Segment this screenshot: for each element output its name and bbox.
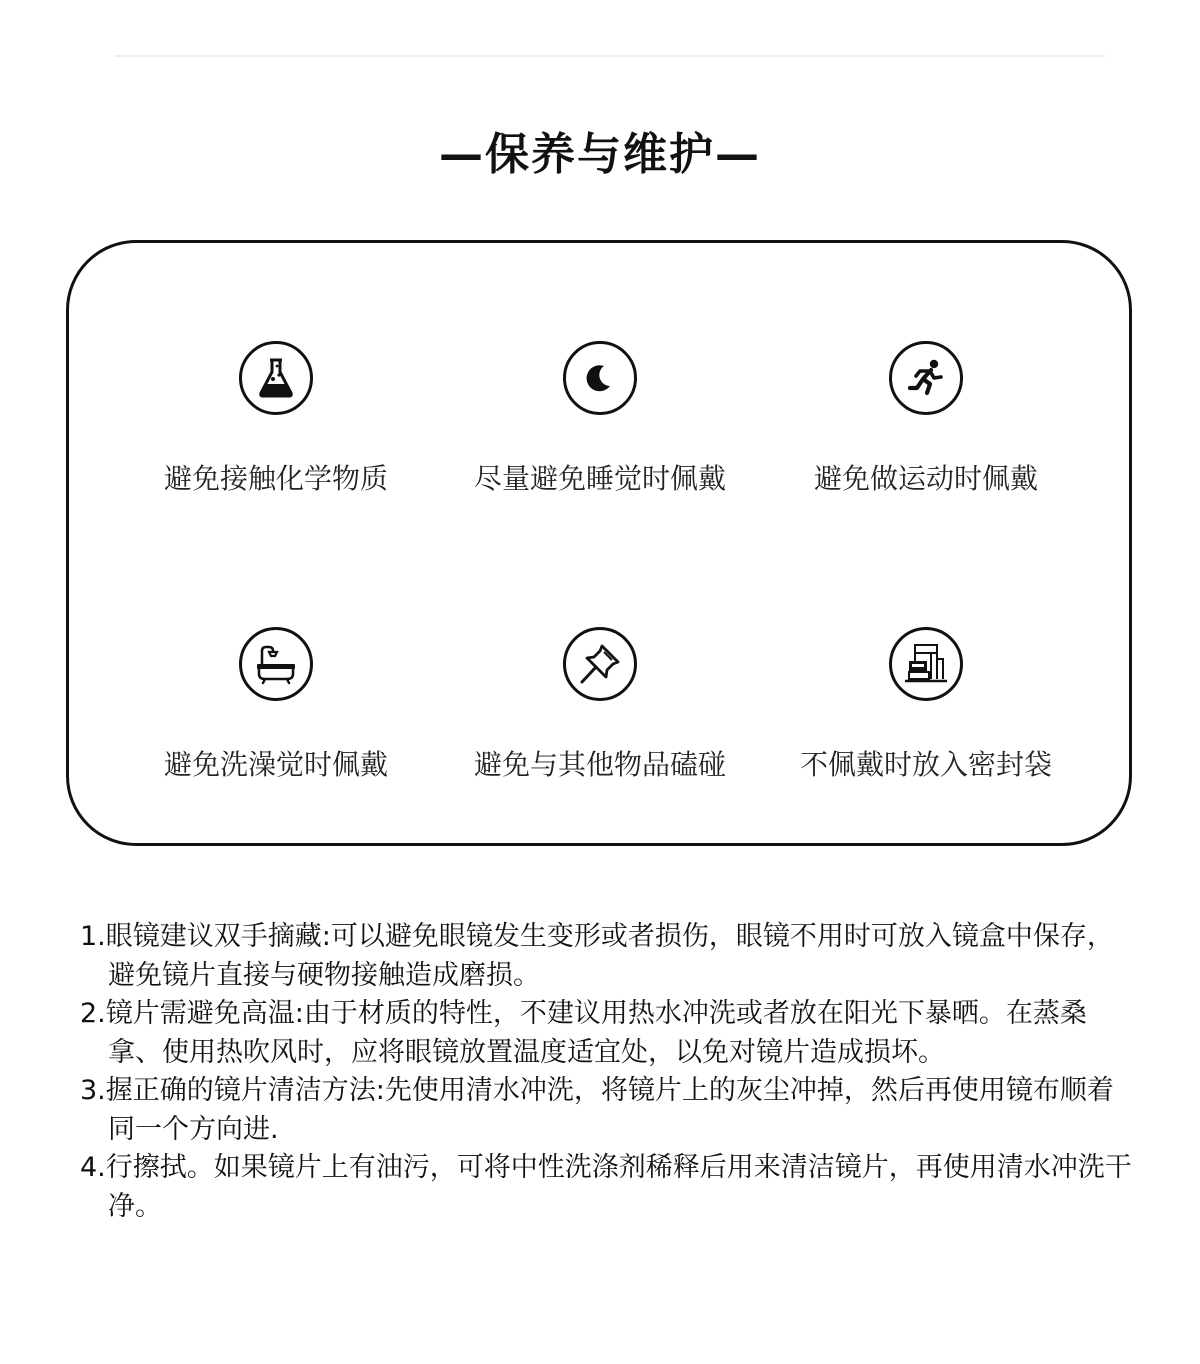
moon-icon <box>563 341 637 415</box>
tip-label: 避免做运动时佩戴 <box>813 462 1038 495</box>
storage-case-icon <box>889 627 963 701</box>
note-item: 4.行擦拭。如果镜片上有油污，可将中性洗涤剂稀释后用来清洁镜片，再使用清水冲洗干净。 <box>80 1152 1132 1222</box>
note-item: 2.镜片需避免高温:由于材质的特性，不建议用热水冲洗或者放在阳光下暴晒。在蒸桑拿、使用热吹风时，应将眼镜放置温度适宜处，以免对镜片造成损坏。 <box>80 998 1087 1068</box>
tip-label: 不佩戴时放入密封袋 <box>799 748 1052 781</box>
note-item: 1.眼镜建议双手摘藏:可以避免眼镜发生变形或者损伤，眼镜不用时可放入镜盒中保存，避免镜片直接与硬物接触造成磨损。 <box>80 921 1114 991</box>
tip-sleeping <box>440 341 760 497</box>
running-person-icon <box>889 341 963 415</box>
tip-label: 避免洗澡觉时佩戴 <box>163 748 388 781</box>
note-item: 3.握正确的镜片清洁方法:先使用清水冲洗，将镜片上的灰尘冲掉，然后再使用镜布顺着同一个方向进. <box>80 1075 1114 1145</box>
pushpin-icon <box>563 627 637 701</box>
tip-label: 避免接触化学物质 <box>163 462 388 495</box>
tip-bathing <box>116 627 436 783</box>
bathtub-shower-icon <box>239 627 313 701</box>
tip-storage <box>766 627 1086 783</box>
top-divider <box>115 55 1105 57</box>
chemical-flask-icon <box>239 341 313 415</box>
tip-collision <box>440 627 760 783</box>
tip-label: 尽量避免睡觉时佩戴 <box>473 462 726 495</box>
tip-label: 避免与其他物品磕碰 <box>473 748 726 781</box>
page-title: —保养与维护— <box>439 129 761 180</box>
tip-chemicals <box>116 341 436 497</box>
care-notes <box>80 918 1140 1226</box>
tip-exercise <box>766 341 1086 497</box>
